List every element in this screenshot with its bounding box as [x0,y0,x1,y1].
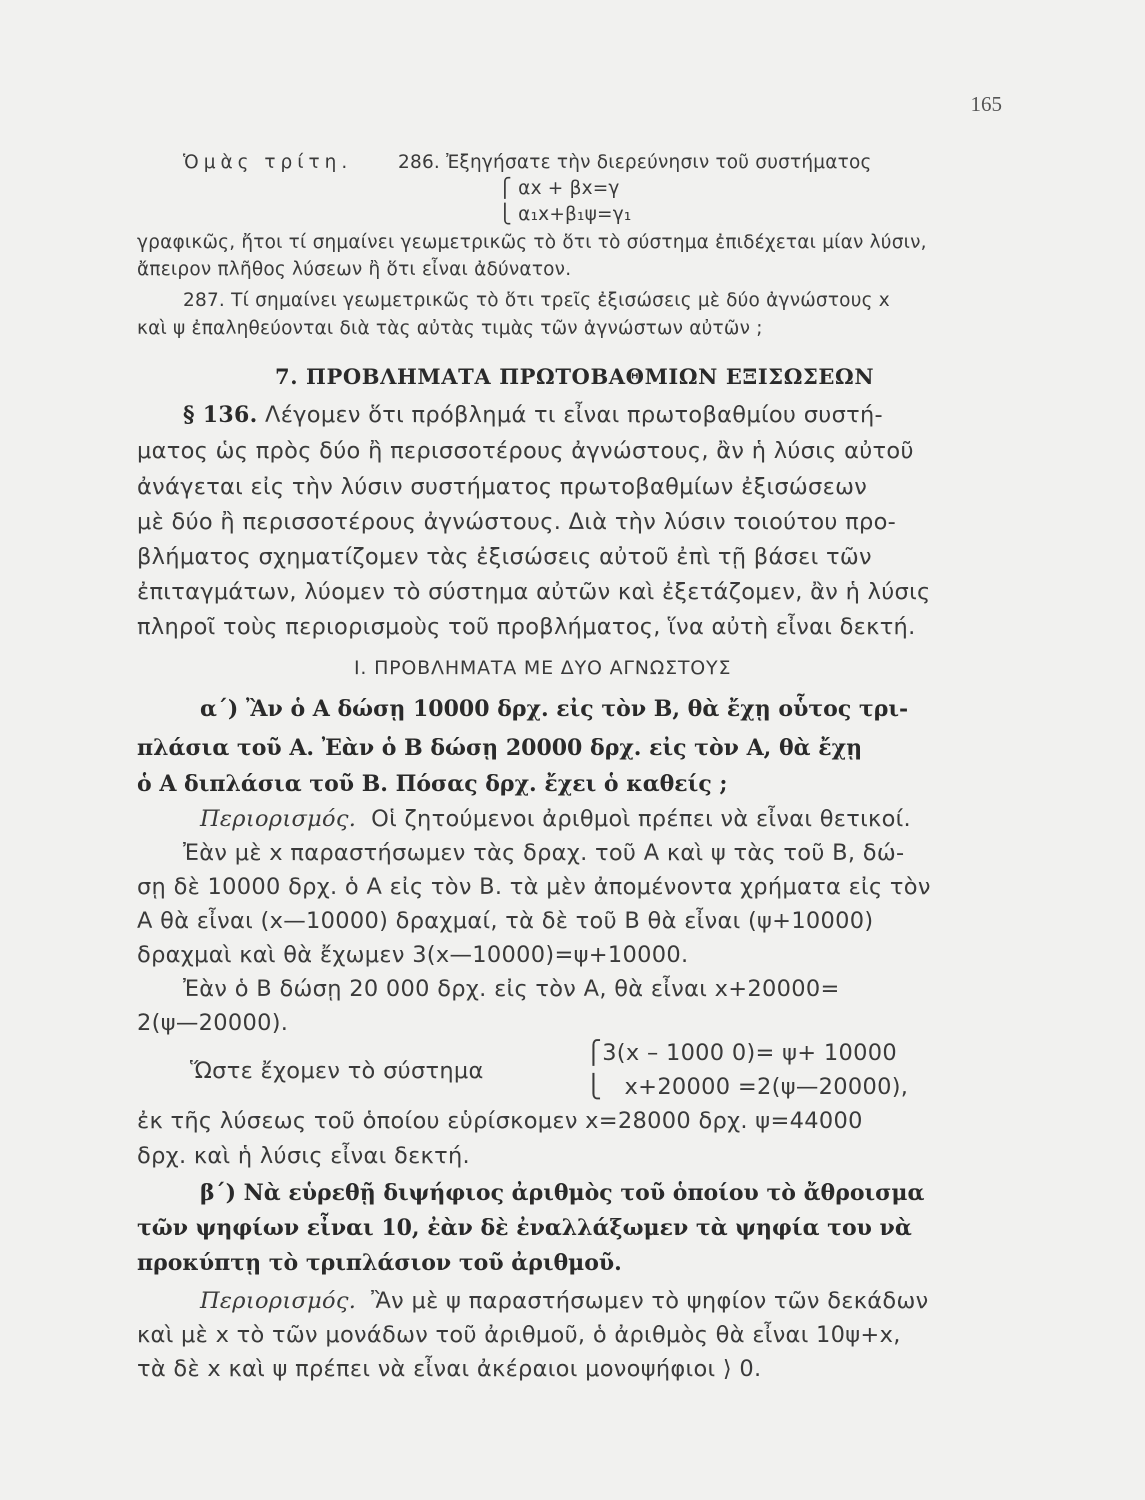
exercise-287-line1: 287. Τί σημαίνει γεωμετρικῶς τὸ ὅτι τρεῖς ἐξισώσεις μὲ δύο ἀγνώστους x [183,290,890,311]
system-lead: Ὥστε ἔχομεν τὸ σύστημα [190,1058,484,1084]
exercise-286-line3: ἄπειρον πλῆθος λύσεων ἢ ὅτι εἶναι ἀδύνατον. [137,259,572,280]
problem-b-line: τῶν ψηφίων εἶναι 10, ἐὰν δὲ ἐναλλάξωμεν τὰ ψηφία του νὰ [137,1215,912,1241]
result-line: δρχ. καὶ ἡ λύσις εἶναι δεκτή. [137,1143,470,1169]
paragraph-line: ἐπιταγμάτων, λύομεν τὸ σύστημα αὐτῶν καὶ ἐξετάζομεν, ἂν ἡ λύσις [137,579,931,605]
paragraph-mark: § 136. [183,402,258,428]
paragraph-line: μὲ δύο ἢ περισσοτέρους ἀγνώστους. Διὰ τὴν λύσιν τοιούτου προ- [137,509,897,535]
problem-a-solution-line: Ἐὰν μὲ x παραστήσωμεν τὰς δραχ. τοῦ Α καὶ ψ τὰς τοῦ Β, δώ- [183,840,905,866]
constraint-label: Περιορισμός. [200,1288,357,1314]
problem-a-line: πλάσια τοῦ Α. Ἐὰν ὁ Β δώσῃ 20000 δρχ. εἰς τὸν Α, θὰ ἔχῃ [137,735,863,761]
problem-a-constraint: Περιορισμός. Οἱ ζητούμενοι ἀριθμοὶ πρέπει νὰ εἶναι θετικοί. [200,806,911,832]
problem-b-line: β΄) Νὰ εὑρεθῇ διψήφιος ἀριθμὸς τοῦ ὁποίου τὸ ἄθροισμα [200,1180,925,1206]
paragraph-line: ματος ὡς πρὸς δύο ἢ περισσοτέρους ἀγνώστους, ἂν ἡ λύσις αὐτοῦ [137,438,914,464]
problem-b-line-after: καὶ μὲ x τὸ τῶν μονάδων τοῦ ἀριθμοῦ, ὁ ἀριθμὸς θὰ εἶναι 10ψ+x, [137,1322,901,1348]
problem-a-solution-line: 2(ψ—20000). [137,1010,289,1036]
page-number: 165 [970,92,1002,116]
paragraph-line: βλήματος σχηματίζομεν τὰς ἐξισώσεις αὐτοῦ ἐπὶ τῇ βάσει τῶν [137,544,872,570]
exercise-group-label: Ὁμὰς τρίτη. [183,152,353,173]
system-eq2: ⎩ x+20000 =2(ψ—20000), [585,1074,909,1100]
system-286-eq1: ⎧ αx + βx=γ [498,178,620,199]
paragraph-first-line: § 136. Λέγομεν ὅτι πρόβλημά τι εἶναι πρωτοβαθμίου συστή- [183,402,883,428]
problem-b-line-after: τὰ δὲ x καὶ ψ πρέπει νὰ εἶναι ἀκέραιοι μονοψήφιοι ⟩ 0. [137,1356,762,1382]
paragraph-line: πληροῖ τοὺς περιορισμοὺς τοῦ προβλήματος, ἵνα αὐτὴ εἶναι δεκτή. [137,614,916,640]
problem-b-line: προκύπτῃ τὸ τριπλάσιον τοῦ ἀριθμοῦ. [137,1250,622,1276]
problem-a-line: ὁ Α διπλάσια τοῦ Β. Πόσας δρχ. ἔχει ὁ καθείς ; [137,771,728,797]
paragraph-line: ἀνάγεται εἰς τὴν λύσιν συστήματος πρωτοβαθμίων ἐξισώσεων [137,474,868,500]
system-eq1: ⎧3(x – 1000 0)= ψ+ 10000 [585,1040,897,1066]
problem-a-solution-line: δραχμαὶ καὶ θὰ ἔχωμεν 3(x—10000)=ψ+10000. [137,942,689,968]
problem-a-solution-line: Ἐὰν ὁ Β δώσῃ 20 000 δρχ. εἰς τὸν Α, θὰ εἶναι x+20000= [183,976,840,1002]
result-line: ἐκ τῆς λύσεως τοῦ ὁποίου εὑρίσκομεν x=28000 δρχ. ψ=44000 [137,1108,863,1134]
problem-a-line: α΄) Ἂν ὁ Α δώσῃ 10000 δρχ. εἰς τὸν Β, θὰ ἔχῃ οὗτος τρι- [200,696,909,722]
system-286-eq2: ⎩ α₁x+β₁ψ=γ₁ [498,204,632,225]
section-title: 7. ΠΡΟΒΛΗΜΑΤΑ ΠΡΩΤΟΒΑΘΜΙΩΝ ΕΞΙΣΩΣΕΩΝ [275,364,875,389]
exercise-287-line2: καὶ ψ ἐπαληθεύονται διὰ τὰς αὐτὰς τιμὰς τῶν ἀγνώστων αὐτῶν ; [137,318,763,339]
exercise-286-line2: γραφικῶς, ἤτοι τί σημαίνει γεωμετρικῶς τὸ ὅτι τὸ σύστημα ἐπιδέχεται μίαν λύσιν, [137,232,927,253]
problem-b-constraint: Περιορισμός. Ἂν μὲ ψ παραστήσωμεν τὸ ψηφίον τῶν δεκάδων [200,1288,929,1314]
subsection-title: Ι. ΠΡΟΒΛΗΜΑΤΑ ΜΕ ΔΥΟ ΑΓΝΩΣΤΟΥΣ [354,657,732,679]
exercise-286-intro: 286. Ἐξηγήσατε τὴν διερεύνησιν τοῦ συστήματος [398,152,872,173]
problem-a-solution-line: Α θὰ εἶναι (x—10000) δραχμαί, τὰ δὲ τοῦ Β θὰ εἶναι (ψ+10000) [137,908,874,934]
problem-a-solution-line: σῃ δὲ 10000 δρχ. ὁ Α εἰς τὸν Β. τὰ μὲν ἀπομένοντα χρήματα εἰς τὸν [137,874,931,900]
constraint-label: Περιορισμός. [200,806,357,832]
